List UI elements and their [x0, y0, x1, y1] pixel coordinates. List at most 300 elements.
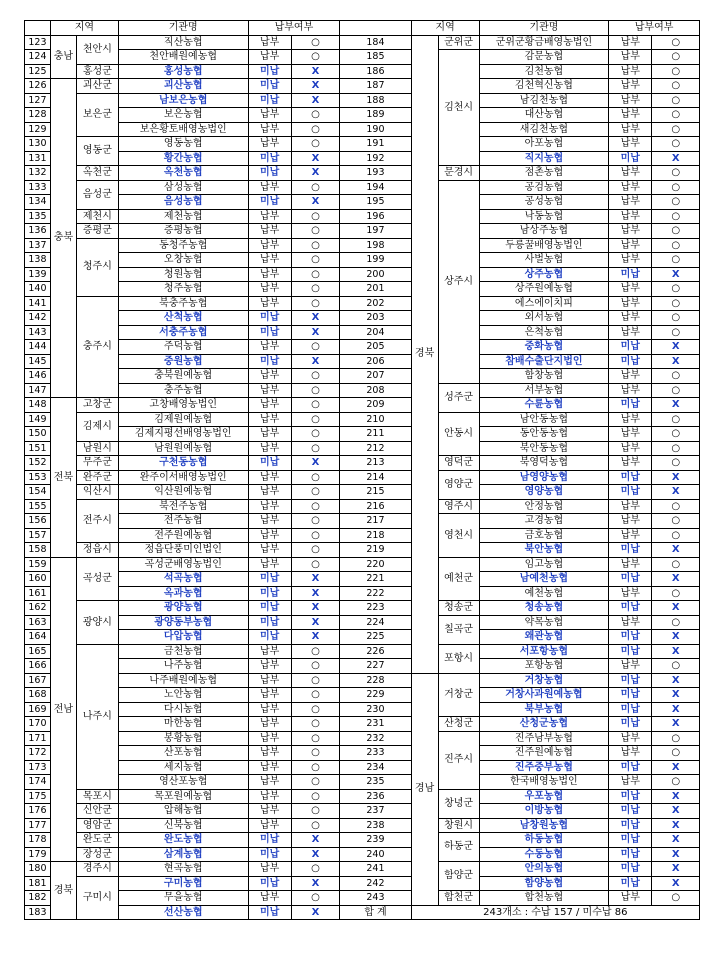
- right-unpaid-mark: X: [652, 340, 700, 355]
- left-org-name: 김제원예농협: [118, 412, 248, 427]
- left-org-name: 금천농협: [118, 644, 248, 659]
- left-paid-status: 미납: [248, 64, 291, 79]
- right-org-name: 대산농협: [479, 108, 609, 123]
- left-paid-status: 납부: [248, 427, 291, 442]
- right-paid-status: 납부: [609, 412, 652, 427]
- left-org-name: 남보은농협: [118, 93, 248, 108]
- right-org-name: 포항농협: [479, 659, 609, 674]
- right-paid-status: 미납: [609, 717, 652, 732]
- left-province: 전남: [50, 557, 76, 862]
- left-org-name: 괴산농협: [118, 79, 248, 94]
- table-row: [25, 630, 700, 645]
- left-city: 제천시: [76, 209, 118, 224]
- left-org-name: 광양동부농협: [118, 615, 248, 630]
- left-city: 보은군: [76, 93, 118, 137]
- left-no: 123: [25, 35, 51, 50]
- right-no: 195: [340, 195, 411, 210]
- right-paid-status: 납부: [609, 456, 652, 471]
- right-paid-status: 납부: [609, 166, 652, 181]
- left-paid-mark: ○: [291, 470, 340, 485]
- left-paid-status: 납부: [248, 673, 291, 688]
- left-paid-status: 납부: [248, 50, 291, 65]
- left-paid-mark: ○: [291, 108, 340, 123]
- left-paid-status: 납부: [248, 470, 291, 485]
- left-paid-status: 납부: [248, 499, 291, 514]
- left-paid-mark: ○: [291, 818, 340, 833]
- left-org-name: 주덕농협: [118, 340, 248, 355]
- right-city: 합천군: [438, 891, 479, 906]
- right-paid-status: 미납: [609, 601, 652, 616]
- left-org-name: 북전주농협: [118, 499, 248, 514]
- left-paid-status: 납부: [248, 818, 291, 833]
- right-no: 206: [340, 354, 411, 369]
- right-no: 233: [340, 746, 411, 761]
- table-row: [25, 543, 700, 558]
- right-unpaid-mark: X: [652, 847, 700, 862]
- table-row: [25, 470, 700, 485]
- table-row: [25, 180, 700, 195]
- right-org-name: 수륜농협: [479, 398, 609, 413]
- right-org-name: 진주중부농협: [479, 760, 609, 775]
- left-paid-mark: ○: [291, 760, 340, 775]
- left-city: 구미시: [76, 876, 118, 920]
- right-org-name: 군위군황금배영농법인: [479, 35, 609, 50]
- left-paid-status: 납부: [248, 180, 291, 195]
- left-unpaid-mark: X: [291, 64, 340, 79]
- right-org-name: 함창농협: [479, 369, 609, 384]
- left-paid-status: 납부: [248, 267, 291, 282]
- right-unpaid-mark: X: [652, 804, 700, 819]
- right-paid-status: 납부: [609, 253, 652, 268]
- right-org-name: 김천혁신농협: [479, 79, 609, 94]
- right-paid-mark: ○: [652, 586, 700, 601]
- left-org-name: 산척농협: [118, 311, 248, 326]
- right-org-name: 산청군농협: [479, 717, 609, 732]
- left-org-name: 충북원예농협: [118, 369, 248, 384]
- left-unpaid-mark: X: [291, 354, 340, 369]
- left-unpaid-mark: X: [291, 325, 340, 340]
- right-org-name: 남영양농협: [479, 470, 609, 485]
- left-no: 161: [25, 586, 51, 601]
- right-org-name: 북부농협: [479, 702, 609, 717]
- table-row: [25, 35, 700, 50]
- left-no: 126: [25, 79, 51, 94]
- table-row: [25, 731, 700, 746]
- right-paid-status: 미납: [609, 804, 652, 819]
- right-city: 함양군: [438, 862, 479, 891]
- left-no: 177: [25, 818, 51, 833]
- left-org-name: 음성농협: [118, 195, 248, 210]
- right-org-name: 김천농협: [479, 64, 609, 79]
- right-paid-mark: ○: [652, 108, 700, 123]
- right-org-name: 감문농협: [479, 50, 609, 65]
- table-row: [25, 282, 700, 297]
- right-paid-mark: ○: [652, 137, 700, 152]
- right-org-name: 금호농협: [479, 528, 609, 543]
- right-paid-status: 납부: [609, 615, 652, 630]
- left-org-name: 오창농협: [118, 253, 248, 268]
- left-org-name: 신북농협: [118, 818, 248, 833]
- left-paid-mark: ○: [291, 717, 340, 732]
- table-row: [25, 905, 700, 920]
- right-city: 창원시: [438, 818, 479, 833]
- left-province: 경북: [50, 862, 76, 920]
- right-no: 220: [340, 557, 411, 572]
- right-unpaid-mark: X: [652, 470, 700, 485]
- right-unpaid-mark: X: [652, 630, 700, 645]
- right-paid-status: 미납: [609, 267, 652, 282]
- right-paid-status: 미납: [609, 862, 652, 877]
- left-paid-status: 미납: [248, 79, 291, 94]
- left-paid-status: 납부: [248, 441, 291, 456]
- left-paid-mark: ○: [291, 702, 340, 717]
- left-paid-mark: ○: [291, 398, 340, 413]
- left-paid-mark: ○: [291, 369, 340, 384]
- right-org-name: 한국배영농법인: [479, 775, 609, 790]
- right-no: 187: [340, 79, 411, 94]
- left-city: 경주시: [76, 862, 118, 877]
- left-paid-status: 납부: [248, 224, 291, 239]
- right-no: 210: [340, 412, 411, 427]
- right-no: 188: [340, 93, 411, 108]
- left-city: 청주시: [76, 238, 118, 296]
- table-row: [25, 818, 700, 833]
- right-no: 231: [340, 717, 411, 732]
- right-paid-status: 납부: [609, 282, 652, 297]
- table-row: [25, 209, 700, 224]
- left-city: 김제시: [76, 412, 118, 441]
- left-no: 174: [25, 775, 51, 790]
- table-row: [25, 398, 700, 413]
- right-org-name: 이방농협: [479, 804, 609, 819]
- left-paid-status: 납부: [248, 688, 291, 703]
- left-paid-mark: ○: [291, 427, 340, 442]
- right-paid-status: 납부: [609, 586, 652, 601]
- table-row: [25, 557, 700, 572]
- right-paid-status: 납부: [609, 122, 652, 137]
- table-row: [25, 659, 700, 674]
- right-unpaid-mark: X: [652, 862, 700, 877]
- right-org-name: 서부농협: [479, 383, 609, 398]
- right-org-name: 상주원예농협: [479, 282, 609, 297]
- payment-status-table: [24, 20, 700, 920]
- table-row: [25, 485, 700, 500]
- left-paid-mark: ○: [291, 499, 340, 514]
- left-paid-status: 미납: [248, 601, 291, 616]
- right-no: 235: [340, 775, 411, 790]
- right-paid-status: 납부: [609, 108, 652, 123]
- left-no: 145: [25, 354, 51, 369]
- right-paid-status: 납부: [609, 731, 652, 746]
- right-paid-status: 납부: [609, 224, 652, 239]
- left-paid-mark: ○: [291, 644, 340, 659]
- left-paid-mark: ○: [291, 746, 340, 761]
- right-unpaid-mark: X: [652, 354, 700, 369]
- right-unpaid-mark: X: [652, 673, 700, 688]
- right-paid-mark: ○: [652, 311, 700, 326]
- right-org-name: 임고농협: [479, 557, 609, 572]
- right-paid-mark: ○: [652, 209, 700, 224]
- left-paid-status: 납부: [248, 282, 291, 297]
- right-city: 문경시: [438, 166, 479, 181]
- left-no: 178: [25, 833, 51, 848]
- left-unpaid-mark: X: [291, 311, 340, 326]
- table-row: [25, 456, 700, 471]
- right-paid-status: 납부: [609, 659, 652, 674]
- right-no: 236: [340, 789, 411, 804]
- right-org-name: 북안동농협: [479, 441, 609, 456]
- table-row: [25, 804, 700, 819]
- left-org-name: 삼성농협: [118, 180, 248, 195]
- left-paid-mark: ○: [291, 209, 340, 224]
- left-no: 183: [25, 905, 51, 920]
- left-no: 158: [25, 543, 51, 558]
- right-no: 237: [340, 804, 411, 819]
- table-row: [25, 717, 700, 732]
- right-no: 234: [340, 760, 411, 775]
- right-paid-mark: ○: [652, 195, 700, 210]
- left-org-name: 완주이서배영농법인: [118, 470, 248, 485]
- left-city: 익산시: [76, 485, 118, 500]
- paid-header-right: 납부여부: [609, 21, 700, 36]
- left-org-name: 곡성군배영농법인: [118, 557, 248, 572]
- right-unpaid-mark: X: [652, 644, 700, 659]
- right-no: 213: [340, 456, 411, 471]
- left-unpaid-mark: X: [291, 615, 340, 630]
- total-label: 합 계: [340, 905, 411, 920]
- right-org-name: 남창원농협: [479, 818, 609, 833]
- right-no: 243: [340, 891, 411, 906]
- left-paid-status: 미납: [248, 93, 291, 108]
- left-city: 영동군: [76, 137, 118, 166]
- table-row: [25, 499, 700, 514]
- right-paid-mark: ○: [652, 296, 700, 311]
- left-paid-mark: ○: [291, 383, 340, 398]
- left-org-name: 전주원예농협: [118, 528, 248, 543]
- right-org-name: 공성농협: [479, 195, 609, 210]
- left-org-name: 보은농협: [118, 108, 248, 123]
- right-no: 204: [340, 325, 411, 340]
- right-paid-status: 미납: [609, 151, 652, 166]
- right-org-name: 상주농협: [479, 267, 609, 282]
- left-paid-status: 미납: [248, 586, 291, 601]
- left-no: 137: [25, 238, 51, 253]
- right-org-name: 낙동농협: [479, 209, 609, 224]
- right-no: 193: [340, 166, 411, 181]
- left-paid-status: 납부: [248, 485, 291, 500]
- left-paid-status: 납부: [248, 891, 291, 906]
- left-org-name: 선산농협: [118, 905, 248, 920]
- left-org-name: 영산포농협: [118, 775, 248, 790]
- table-row: [25, 383, 700, 398]
- right-paid-status: 미납: [609, 354, 652, 369]
- right-paid-status: 납부: [609, 775, 652, 790]
- right-org-name: 청송농협: [479, 601, 609, 616]
- left-city: 완주군: [76, 470, 118, 485]
- left-no: 125: [25, 64, 51, 79]
- right-unpaid-mark: X: [652, 151, 700, 166]
- right-paid-mark: ○: [652, 383, 700, 398]
- left-no: 149: [25, 412, 51, 427]
- left-paid-status: 납부: [248, 775, 291, 790]
- right-city: 예천군: [438, 557, 479, 601]
- right-unpaid-mark: X: [652, 876, 700, 891]
- right-no: 200: [340, 267, 411, 282]
- header-row: [25, 21, 700, 36]
- right-paid-status: 납부: [609, 325, 652, 340]
- right-org-name: 중화농협: [479, 340, 609, 355]
- table-row: [25, 572, 700, 587]
- left-no: 131: [25, 151, 51, 166]
- left-no: 153: [25, 470, 51, 485]
- right-no: 217: [340, 514, 411, 529]
- right-org-name: 영양농협: [479, 485, 609, 500]
- left-org-name: 충주농협: [118, 383, 248, 398]
- right-unpaid-mark: X: [652, 789, 700, 804]
- right-org-name: 왜관농협: [479, 630, 609, 645]
- left-city: 완도군: [76, 833, 118, 848]
- left-paid-mark: ○: [291, 282, 340, 297]
- left-no: 163: [25, 615, 51, 630]
- right-city: 칠곡군: [438, 615, 479, 644]
- right-org-name: 직지농협: [479, 151, 609, 166]
- left-no: 170: [25, 717, 51, 732]
- right-paid-mark: ○: [652, 514, 700, 529]
- table-row: [25, 325, 700, 340]
- table-row: [25, 528, 700, 543]
- left-org-name: 무을농협: [118, 891, 248, 906]
- right-org-name: 은척농협: [479, 325, 609, 340]
- right-paid-status: 미납: [609, 644, 652, 659]
- right-city: 성주군: [438, 383, 479, 412]
- left-city: 신안군: [76, 804, 118, 819]
- right-org-name: 참배수출단지법인: [479, 354, 609, 369]
- right-no: 222: [340, 586, 411, 601]
- left-paid-mark: ○: [291, 775, 340, 790]
- right-org-name: 남예천농협: [479, 572, 609, 587]
- left-paid-status: 미납: [248, 572, 291, 587]
- table-row: [25, 891, 700, 906]
- left-org-name: 현곡농협: [118, 862, 248, 877]
- left-no: 127: [25, 93, 51, 108]
- left-paid-status: 미납: [248, 833, 291, 848]
- right-paid-status: 납부: [609, 180, 652, 195]
- table-row: [25, 586, 700, 601]
- right-city: 김천시: [438, 50, 479, 166]
- right-unpaid-mark: X: [652, 717, 700, 732]
- left-unpaid-mark: X: [291, 456, 340, 471]
- paid-header: 납부여부: [248, 21, 340, 36]
- left-unpaid-mark: X: [291, 601, 340, 616]
- left-city: 목포시: [76, 789, 118, 804]
- left-paid-status: 미납: [248, 166, 291, 181]
- left-unpaid-mark: X: [291, 195, 340, 210]
- left-no: 146: [25, 369, 51, 384]
- table-row: [25, 224, 700, 239]
- left-no: 132: [25, 166, 51, 181]
- table-row: [25, 833, 700, 848]
- left-org-name: 봉황농협: [118, 731, 248, 746]
- left-org-name: 고창배영농법인: [118, 398, 248, 413]
- right-paid-mark: ○: [652, 557, 700, 572]
- right-paid-status: 미납: [609, 702, 652, 717]
- right-org-name: 거창사과원예농협: [479, 688, 609, 703]
- left-no: 168: [25, 688, 51, 703]
- left-paid-status: 납부: [248, 557, 291, 572]
- left-paid-status: 미납: [248, 905, 291, 920]
- table-row: [25, 340, 700, 355]
- left-org-name: 마한농협: [118, 717, 248, 732]
- right-paid-status: 미납: [609, 818, 652, 833]
- right-org-name: 거창농협: [479, 673, 609, 688]
- right-no: 226: [340, 644, 411, 659]
- left-paid-status: 납부: [248, 804, 291, 819]
- left-no: 129: [25, 122, 51, 137]
- right-org-name: 동안동농협: [479, 427, 609, 442]
- right-unpaid-mark: X: [652, 688, 700, 703]
- right-no: 203: [340, 311, 411, 326]
- right-no: 208: [340, 383, 411, 398]
- left-org-name: 압해농협: [118, 804, 248, 819]
- right-paid-mark: ○: [652, 282, 700, 297]
- left-paid-mark: ○: [291, 412, 340, 427]
- left-paid-mark: ○: [291, 238, 340, 253]
- left-no: 151: [25, 441, 51, 456]
- table-row: [25, 412, 700, 427]
- left-org-name: 홍성농협: [118, 64, 248, 79]
- right-org-name: 진주남부농협: [479, 731, 609, 746]
- left-city: 옥천군: [76, 166, 118, 181]
- left-no: 134: [25, 195, 51, 210]
- left-city: 무주군: [76, 456, 118, 471]
- right-no: 201: [340, 282, 411, 297]
- left-city: 홍성군: [76, 64, 118, 79]
- left-paid-status: 납부: [248, 340, 291, 355]
- left-paid-mark: ○: [291, 804, 340, 819]
- region-header: 지역: [50, 21, 118, 36]
- left-paid-mark: ○: [291, 789, 340, 804]
- table-row: [25, 615, 700, 630]
- left-no: 160: [25, 572, 51, 587]
- right-province: 경북: [411, 35, 438, 673]
- right-paid-mark: ○: [652, 891, 700, 906]
- left-no: 175: [25, 789, 51, 804]
- right-org-name: 함양농협: [479, 876, 609, 891]
- right-city: 진주시: [438, 731, 479, 789]
- table-row: [25, 876, 700, 891]
- right-no: 197: [340, 224, 411, 239]
- left-org-name: 광양농협: [118, 601, 248, 616]
- right-city: 거창군: [438, 673, 479, 717]
- right-org-name: 안의농협: [479, 862, 609, 877]
- right-no: 238: [340, 818, 411, 833]
- left-org-name: 중원농협: [118, 354, 248, 369]
- org-header: 기관명: [118, 21, 248, 36]
- table-row: [25, 427, 700, 442]
- right-paid-mark: ○: [652, 499, 700, 514]
- left-no: 124: [25, 50, 51, 65]
- table-row: [25, 137, 700, 152]
- left-no: 173: [25, 760, 51, 775]
- left-province: 충남: [50, 35, 76, 79]
- right-paid-mark: ○: [652, 615, 700, 630]
- right-org-name: 북안농협: [479, 543, 609, 558]
- left-no: 165: [25, 644, 51, 659]
- right-paid-status: 납부: [609, 746, 652, 761]
- right-no: 209: [340, 398, 411, 413]
- left-org-name: 청원농협: [118, 267, 248, 282]
- left-paid-status: 미납: [248, 876, 291, 891]
